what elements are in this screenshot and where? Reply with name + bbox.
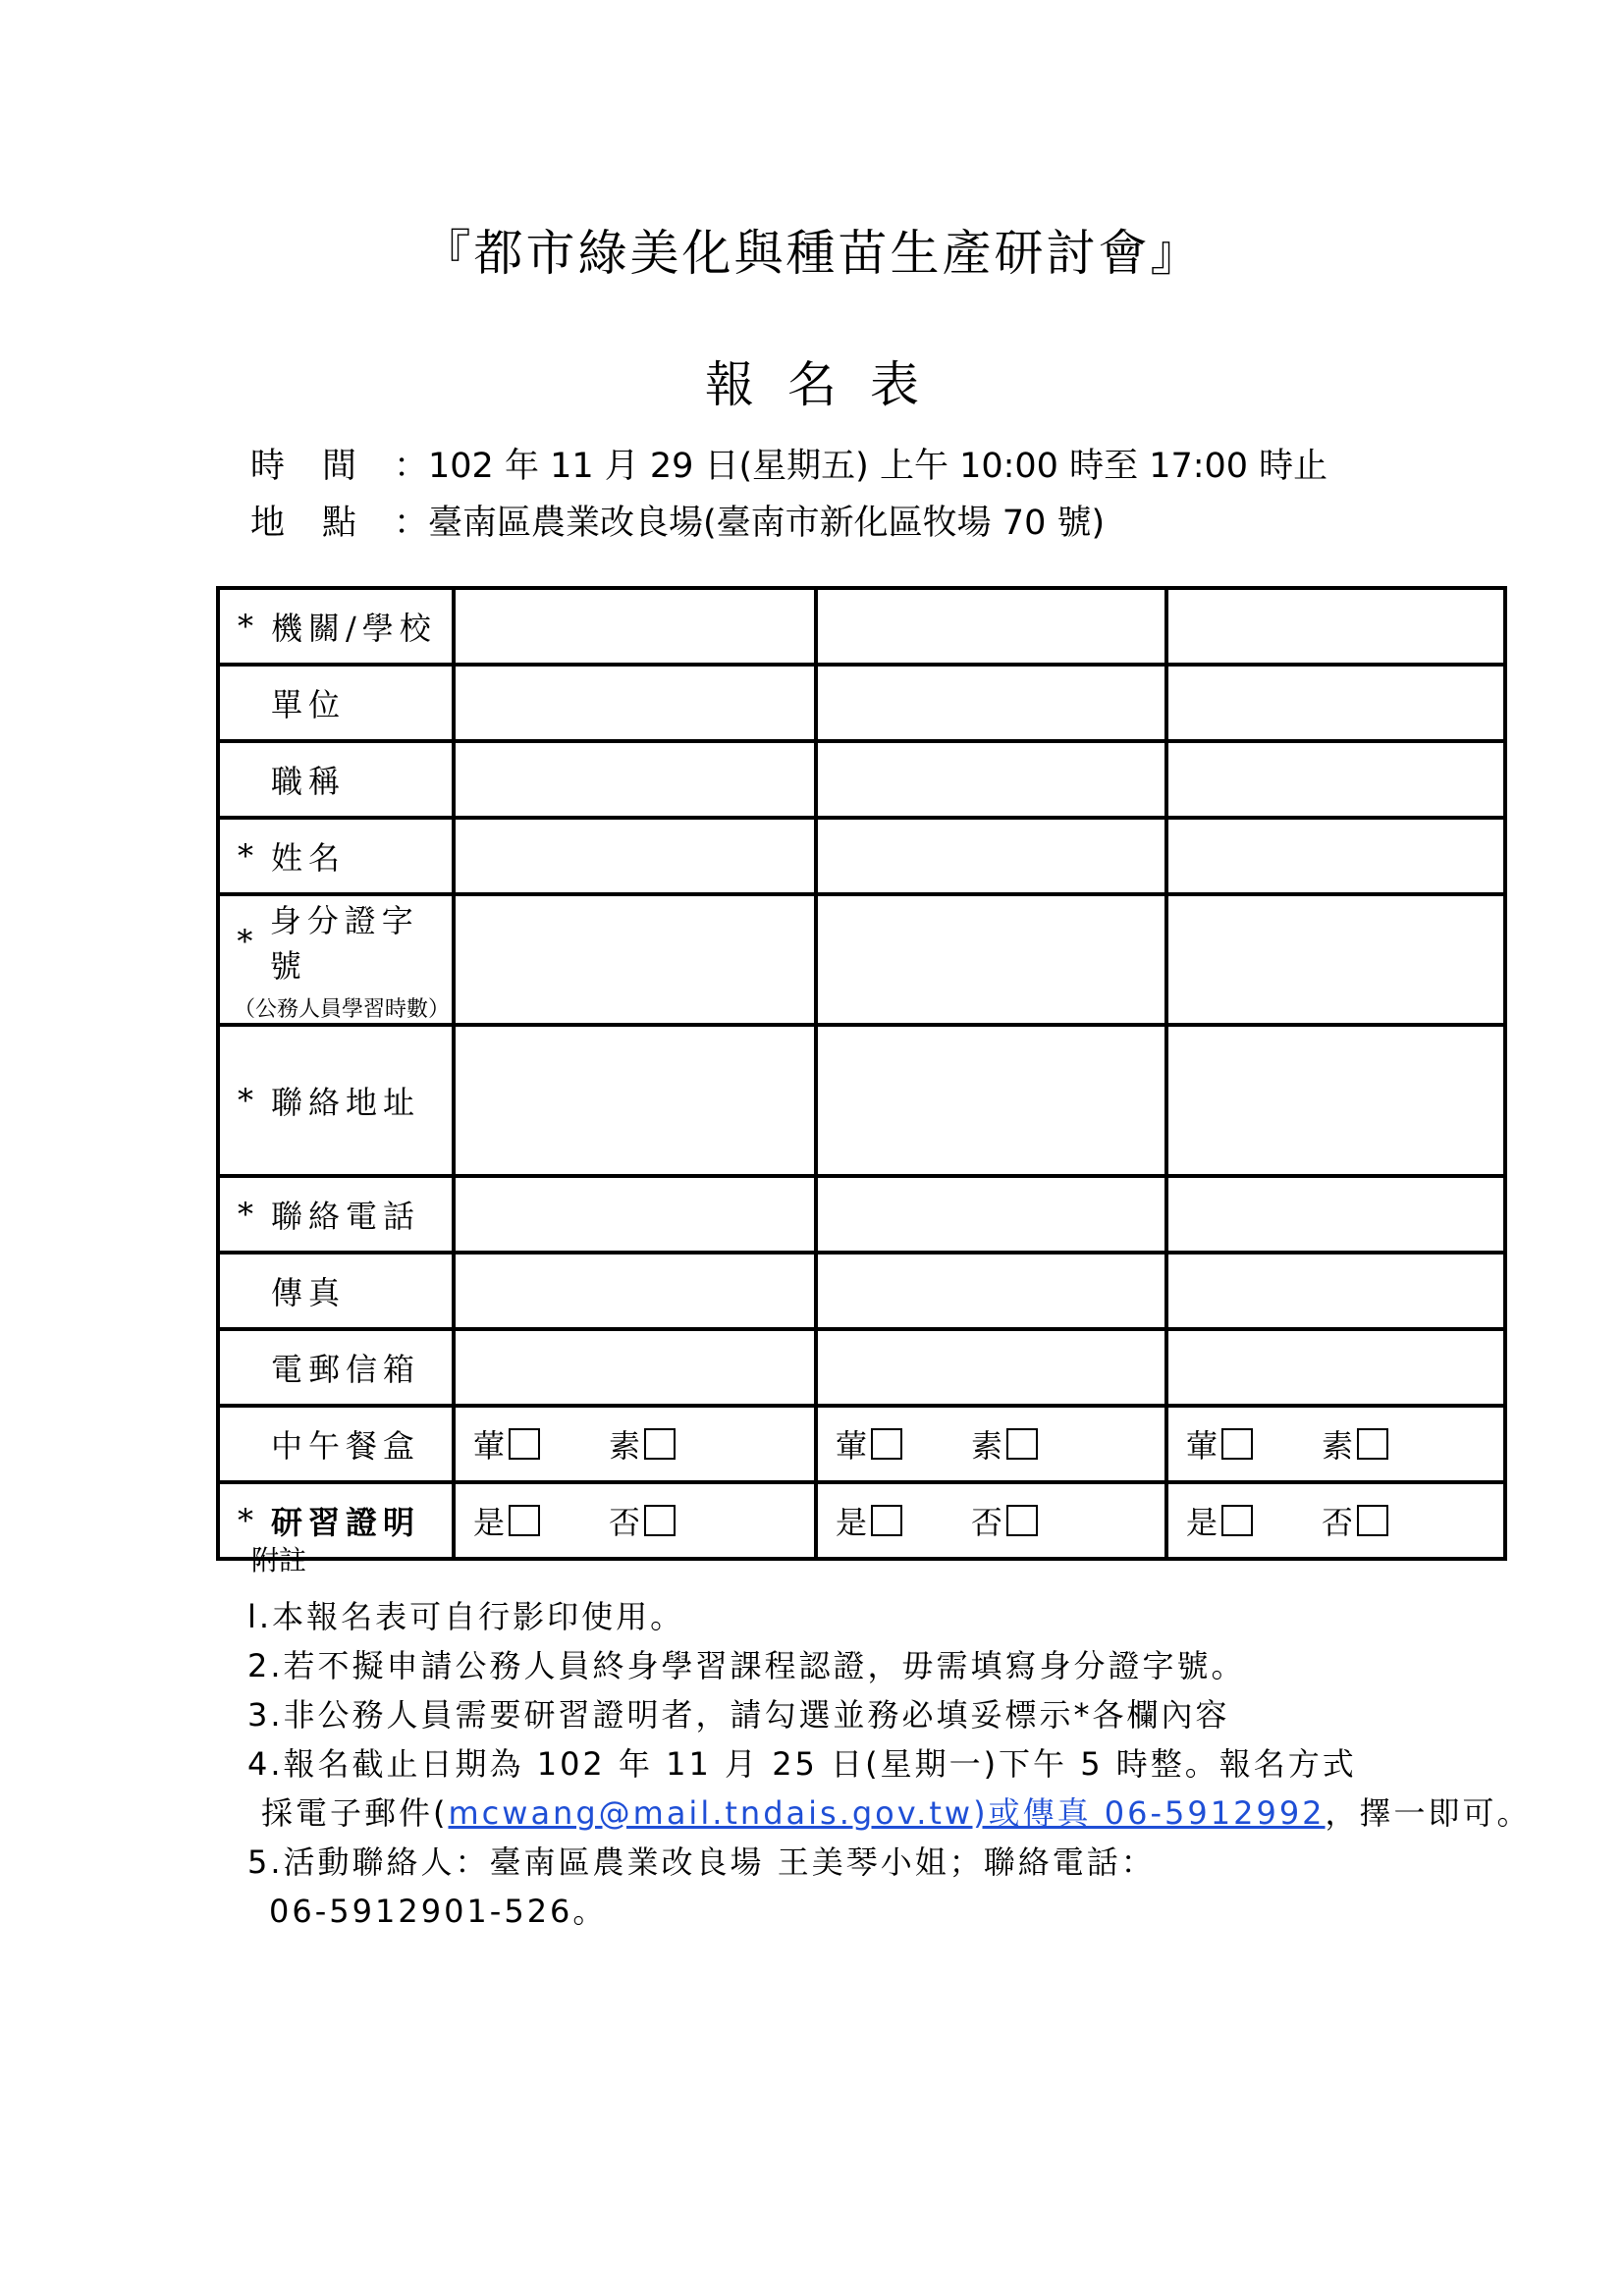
input-cell[interactable] [454, 588, 816, 665]
note-item: 3.非公務人員需要研習證明者，請勾選並務必填妥標示*各欄內容 [247, 1696, 1230, 1734]
label-certificate: 研習證明 [271, 1504, 421, 1541]
input-cell[interactable] [454, 1176, 816, 1253]
lunch-choice-cell [1166, 1406, 1505, 1482]
meat-option-label: 葷 [836, 1427, 868, 1465]
label-fax: 傳真 [271, 1274, 347, 1311]
place-value: ：臺南區農業改良場(臺南市新化區牧場 70 號) [394, 504, 1106, 543]
input-cell[interactable] [1166, 1329, 1505, 1406]
input-cell[interactable] [1166, 665, 1505, 741]
input-cell[interactable] [1166, 894, 1505, 1025]
input-cell[interactable] [816, 1253, 1166, 1329]
no-checkbox[interactable] [1006, 1505, 1038, 1536]
note-item: 2.若不擬申請公務人員終身學習課程認證，毋需填寫身分證字號。 [247, 1647, 1246, 1684]
notes-section [247, 1539, 1532, 1936]
note-text: 採電子郵件( [261, 1794, 449, 1832]
event-place-line [250, 496, 1105, 545]
input-cell[interactable] [816, 741, 1166, 818]
table-row [218, 1329, 1505, 1406]
table-row [218, 1025, 1505, 1176]
input-cell[interactable] [454, 1329, 816, 1406]
input-cell[interactable] [1166, 741, 1505, 818]
required-mark: * [238, 1502, 253, 1539]
input-cell[interactable] [454, 1253, 816, 1329]
veg-checkbox[interactable] [1006, 1428, 1038, 1460]
lunch-choice-cell [454, 1406, 816, 1482]
form-subtitle: 報名表 [705, 356, 952, 413]
table-row [218, 1406, 1505, 1482]
row-label [218, 894, 454, 1025]
email-fax-link[interactable]: mcwang@mail.tndais.gov.tw)或傳真 06-5912992 [448, 1794, 1326, 1832]
label-phone: 聯絡電話 [271, 1198, 421, 1235]
meat-option-label: 葷 [1186, 1427, 1218, 1465]
meat-option-label: 葷 [473, 1427, 506, 1465]
yes-option-label: 是 [836, 1504, 868, 1541]
required-mark: * [237, 923, 253, 960]
time-value: ：102 年 11 月 29 日(星期五) 上午 10:00 時至 17:00 時止 [394, 447, 1328, 486]
note-item: l.本報名表可自行影印使用。 [247, 1598, 685, 1635]
input-cell[interactable] [816, 1329, 1166, 1406]
label-organization: 機關/學校 [271, 610, 437, 647]
row-label [218, 1329, 454, 1406]
row-label [218, 1176, 454, 1253]
table-row [218, 1253, 1505, 1329]
table-row [218, 665, 1505, 741]
note-item: 4.報名截止日期為 102 年 11 月 25 日(星期一)下午 5 時整。報名方式 [247, 1745, 1357, 1783]
label-note: （公務人員學習時數） [234, 997, 451, 1022]
input-cell[interactable] [454, 1025, 816, 1176]
row-label [218, 665, 454, 741]
input-cell[interactable] [816, 818, 1166, 894]
time-label: 時間 [250, 447, 395, 486]
row-label [218, 588, 454, 665]
place-label: 地點 [250, 504, 395, 543]
yes-checkbox[interactable] [509, 1505, 540, 1536]
table-row [218, 894, 1505, 1025]
lunch-choice-cell [816, 1406, 1166, 1482]
no-option-label: 否 [1322, 1504, 1354, 1541]
table-row [218, 588, 1505, 665]
input-cell[interactable] [454, 665, 816, 741]
required-mark: * [238, 1082, 253, 1119]
label-email: 電郵信箱 [271, 1351, 421, 1388]
required-mark: * [238, 1196, 253, 1233]
veg-option-label: 素 [971, 1427, 1003, 1465]
row-label [218, 741, 454, 818]
input-cell[interactable] [816, 1025, 1166, 1176]
row-label [218, 1025, 454, 1176]
input-cell[interactable] [1166, 1253, 1505, 1329]
input-cell[interactable] [816, 1176, 1166, 1253]
veg-checkbox[interactable] [644, 1428, 676, 1460]
note-item: 5.活動聯絡人：臺南區農業改良場 王美琴小姐；聯絡電話： [247, 1843, 1156, 1881]
label-unit: 單位 [271, 686, 347, 723]
table-row [218, 1176, 1505, 1253]
input-cell[interactable] [454, 741, 816, 818]
no-option-label: 否 [609, 1504, 641, 1541]
veg-option-label: 素 [1322, 1427, 1354, 1465]
input-cell[interactable] [816, 588, 1166, 665]
input-cell[interactable] [816, 894, 1166, 1025]
required-mark: * [238, 837, 253, 875]
yes-checkbox[interactable] [871, 1505, 902, 1536]
note-item-continued: 06-5912901-526。 [269, 1893, 608, 1930]
input-cell[interactable] [1166, 818, 1505, 894]
label-address: 聯絡地址 [271, 1084, 421, 1121]
note-text: ，擇一即可。 [1325, 1794, 1532, 1832]
no-option-label: 否 [971, 1504, 1003, 1541]
label-job-title: 職稱 [271, 763, 347, 800]
yes-option-label: 是 [1186, 1504, 1218, 1541]
veg-option-label: 素 [609, 1427, 641, 1465]
meat-checkbox[interactable] [509, 1428, 540, 1460]
event-time-line [250, 439, 1327, 488]
table-row [218, 818, 1505, 894]
row-label [218, 818, 454, 894]
input-cell[interactable] [454, 894, 816, 1025]
row-label [218, 1253, 454, 1329]
input-cell[interactable] [1166, 588, 1505, 665]
input-cell[interactable] [454, 818, 816, 894]
input-cell[interactable] [1166, 1025, 1505, 1176]
label-lunch: 中午餐盒 [271, 1427, 421, 1465]
notes-heading: 附註 [251, 1544, 307, 1576]
yes-checkbox[interactable] [1221, 1505, 1253, 1536]
yes-option-label: 是 [473, 1504, 506, 1541]
veg-checkbox[interactable] [1357, 1428, 1388, 1460]
input-cell[interactable] [1166, 1176, 1505, 1253]
note-item-continued [247, 1789, 1532, 1838]
meat-checkbox[interactable] [871, 1428, 902, 1460]
no-checkbox[interactable] [1357, 1505, 1388, 1536]
table-row [218, 741, 1505, 818]
page-title: 『都市綠美化與種苗生產研討會』 [421, 225, 1203, 282]
no-checkbox[interactable] [644, 1505, 676, 1536]
row-label [218, 1406, 454, 1482]
label-name: 姓名 [271, 839, 347, 877]
label-id-number: 身分證字號 [269, 902, 419, 985]
registration-table [216, 586, 1507, 1561]
required-mark: * [238, 608, 253, 645]
meat-checkbox[interactable] [1221, 1428, 1253, 1460]
input-cell[interactable] [816, 665, 1166, 741]
